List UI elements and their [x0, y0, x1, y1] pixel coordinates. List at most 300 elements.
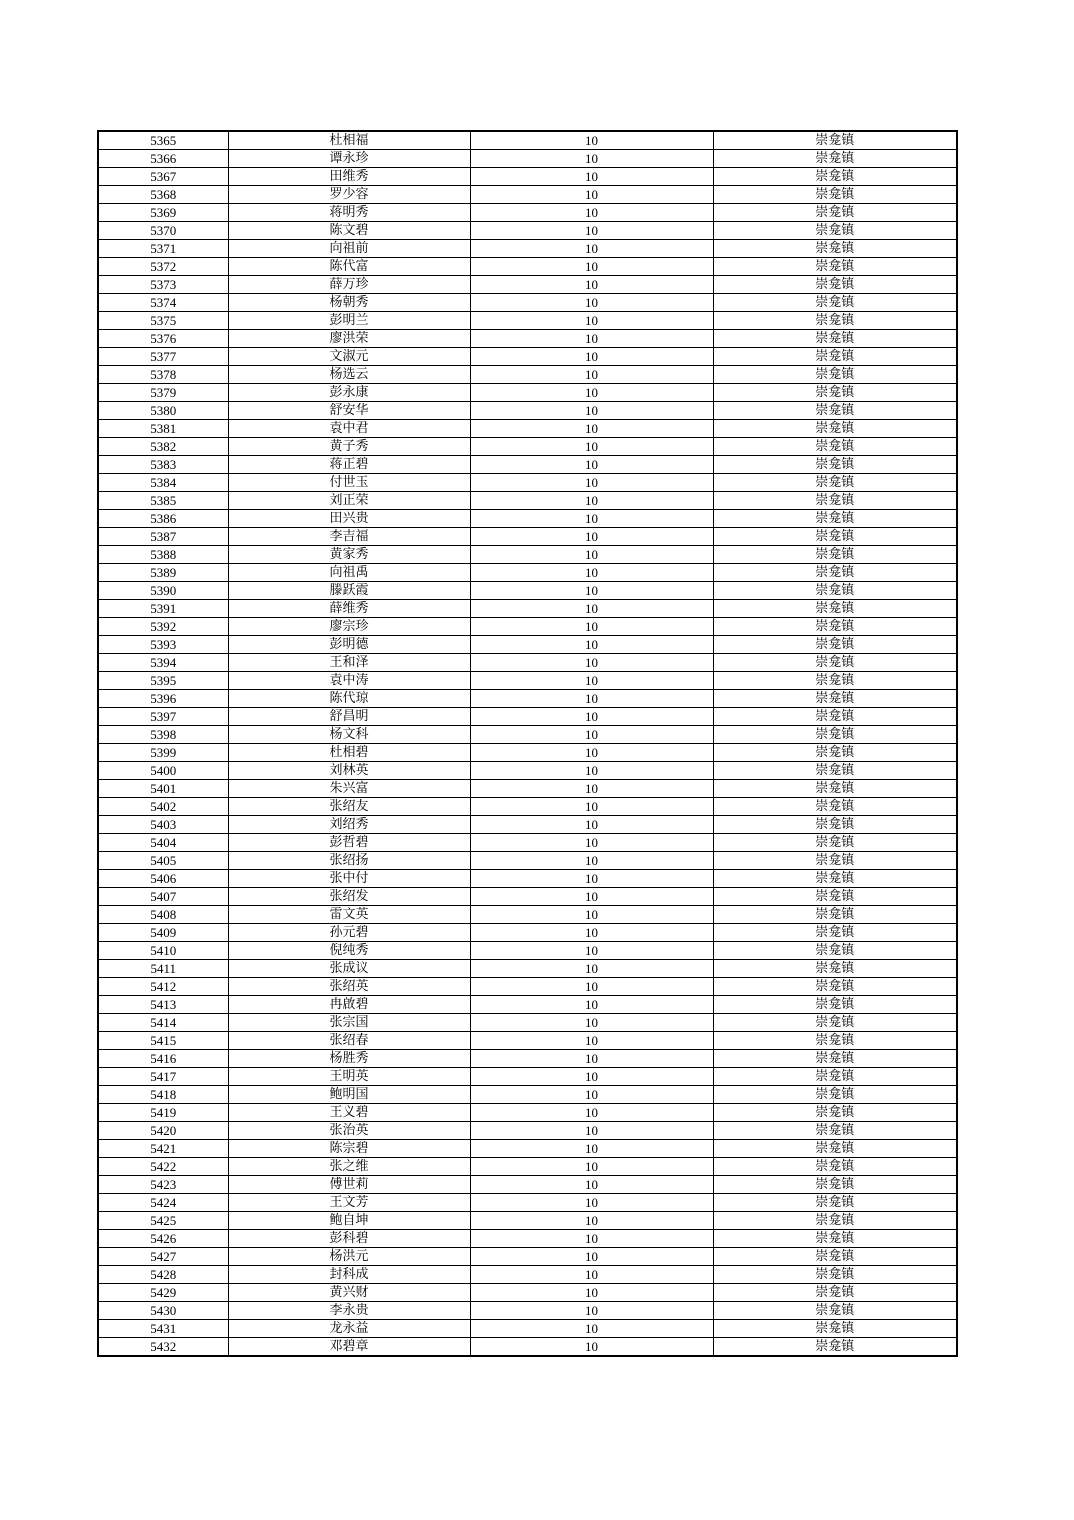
town-cell: 崇龛镇	[713, 1104, 957, 1122]
amount-cell: 10	[470, 834, 713, 852]
table-row	[98, 690, 957, 708]
town-cell: 崇龛镇	[713, 852, 957, 870]
town-cell: 崇龛镇	[713, 1050, 957, 1068]
name-cell: 杨洪元	[228, 1248, 470, 1266]
town-cell: 崇龛镇	[713, 1230, 957, 1248]
name-cell: 朱兴富	[228, 780, 470, 798]
amount-cell: 10	[470, 690, 713, 708]
name-cell: 王和泽	[228, 654, 470, 672]
table-row	[98, 1086, 957, 1104]
town-cell: 崇龛镇	[713, 1032, 957, 1050]
row-number-cell: 5380	[98, 402, 228, 420]
table-row	[98, 708, 957, 726]
town-cell: 崇龛镇	[713, 150, 957, 168]
amount-cell: 10	[470, 1014, 713, 1032]
row-number-cell: 5387	[98, 528, 228, 546]
amount-cell: 10	[470, 1050, 713, 1068]
amount-cell: 10	[470, 654, 713, 672]
row-number-cell: 5367	[98, 168, 228, 186]
amount-cell: 10	[470, 1122, 713, 1140]
town-cell: 崇龛镇	[713, 942, 957, 960]
amount-cell: 10	[470, 564, 713, 582]
town-cell: 崇龛镇	[713, 1122, 957, 1140]
town-cell: 崇龛镇	[713, 330, 957, 348]
amount-cell: 10	[470, 888, 713, 906]
town-cell: 崇龛镇	[713, 1284, 957, 1302]
town-cell: 崇龛镇	[713, 582, 957, 600]
name-cell: 张绍春	[228, 1032, 470, 1050]
amount-cell: 10	[470, 1194, 713, 1212]
name-cell: 付世玉	[228, 474, 470, 492]
amount-cell: 10	[470, 168, 713, 186]
town-cell: 崇龛镇	[713, 834, 957, 852]
row-number-cell: 5417	[98, 1068, 228, 1086]
row-number-cell: 5420	[98, 1122, 228, 1140]
roster-table	[97, 130, 958, 1357]
row-number-cell: 5386	[98, 510, 228, 528]
town-cell: 崇龛镇	[713, 744, 957, 762]
table-row	[98, 330, 957, 348]
name-cell: 龙永益	[228, 1320, 470, 1338]
row-number-cell: 5430	[98, 1302, 228, 1320]
town-cell: 崇龛镇	[713, 1176, 957, 1194]
amount-cell: 10	[470, 1158, 713, 1176]
name-cell: 冉啟碧	[228, 996, 470, 1014]
town-cell: 崇龛镇	[713, 816, 957, 834]
name-cell: 鲍明国	[228, 1086, 470, 1104]
table-row	[98, 1050, 957, 1068]
town-cell: 崇龛镇	[713, 618, 957, 636]
table-row	[98, 474, 957, 492]
row-number-cell: 5407	[98, 888, 228, 906]
table-row	[98, 906, 957, 924]
amount-cell: 10	[470, 906, 713, 924]
name-cell: 傅世莉	[228, 1176, 470, 1194]
roster-body	[98, 131, 957, 1356]
amount-cell: 10	[470, 708, 713, 726]
amount-cell: 10	[470, 1068, 713, 1086]
town-cell: 崇龛镇	[713, 1140, 957, 1158]
row-number-cell: 5383	[98, 456, 228, 474]
amount-cell: 10	[470, 384, 713, 402]
town-cell: 崇龛镇	[713, 474, 957, 492]
table-row	[98, 456, 957, 474]
amount-cell: 10	[470, 744, 713, 762]
row-number-cell: 5429	[98, 1284, 228, 1302]
row-number-cell: 5394	[98, 654, 228, 672]
row-number-cell: 5432	[98, 1338, 228, 1357]
town-cell: 崇龛镇	[713, 240, 957, 258]
name-cell: 谭永珍	[228, 150, 470, 168]
name-cell: 李永贵	[228, 1302, 470, 1320]
town-cell: 崇龛镇	[713, 420, 957, 438]
row-number-cell: 5388	[98, 546, 228, 564]
name-cell: 薛万珍	[228, 276, 470, 294]
table-row	[98, 978, 957, 996]
row-number-cell: 5404	[98, 834, 228, 852]
name-cell: 张宗国	[228, 1014, 470, 1032]
amount-cell: 10	[470, 870, 713, 888]
town-cell: 崇龛镇	[713, 1194, 957, 1212]
table-row	[98, 672, 957, 690]
town-cell: 崇龛镇	[713, 204, 957, 222]
table-row	[98, 131, 957, 150]
amount-cell: 10	[470, 1248, 713, 1266]
name-cell: 袁中君	[228, 420, 470, 438]
amount-cell: 10	[470, 474, 713, 492]
row-number-cell: 5409	[98, 924, 228, 942]
table-row	[98, 294, 957, 312]
row-number-cell: 5410	[98, 942, 228, 960]
table-row	[98, 240, 957, 258]
town-cell: 崇龛镇	[713, 978, 957, 996]
table-row	[98, 1266, 957, 1284]
name-cell: 倪纯秀	[228, 942, 470, 960]
row-number-cell: 5418	[98, 1086, 228, 1104]
name-cell: 雷文英	[228, 906, 470, 924]
row-number-cell: 5416	[98, 1050, 228, 1068]
row-number-cell: 5413	[98, 996, 228, 1014]
table-row	[98, 438, 957, 456]
name-cell: 杨胜秀	[228, 1050, 470, 1068]
amount-cell: 10	[470, 204, 713, 222]
amount-cell: 10	[470, 222, 713, 240]
amount-cell: 10	[470, 1104, 713, 1122]
row-number-cell: 5399	[98, 744, 228, 762]
row-number-cell: 5384	[98, 474, 228, 492]
amount-cell: 10	[470, 438, 713, 456]
amount-cell: 10	[470, 456, 713, 474]
town-cell: 崇龛镇	[713, 996, 957, 1014]
town-cell: 崇龛镇	[713, 1266, 957, 1284]
name-cell: 杨朝秀	[228, 294, 470, 312]
table-row	[98, 1158, 957, 1176]
amount-cell: 10	[470, 348, 713, 366]
name-cell: 杜相碧	[228, 744, 470, 762]
table-row	[98, 1014, 957, 1032]
table-row	[98, 1230, 957, 1248]
amount-cell: 10	[470, 978, 713, 996]
amount-cell: 10	[470, 924, 713, 942]
amount-cell: 10	[470, 780, 713, 798]
amount-cell: 10	[470, 131, 713, 150]
table-row	[98, 384, 957, 402]
name-cell: 杨文科	[228, 726, 470, 744]
row-number-cell: 5424	[98, 1194, 228, 1212]
name-cell: 鲍自坤	[228, 1212, 470, 1230]
table-row	[98, 348, 957, 366]
name-cell: 李吉福	[228, 528, 470, 546]
name-cell: 袁中涛	[228, 672, 470, 690]
row-number-cell: 5369	[98, 204, 228, 222]
amount-cell: 10	[470, 240, 713, 258]
row-number-cell: 5390	[98, 582, 228, 600]
amount-cell: 10	[470, 852, 713, 870]
name-cell: 舒昌明	[228, 708, 470, 726]
table-row	[98, 1212, 957, 1230]
row-number-cell: 5431	[98, 1320, 228, 1338]
row-number-cell: 5401	[98, 780, 228, 798]
row-number-cell: 5366	[98, 150, 228, 168]
amount-cell: 10	[470, 762, 713, 780]
name-cell: 张绍发	[228, 888, 470, 906]
row-number-cell: 5411	[98, 960, 228, 978]
town-cell: 崇龛镇	[713, 492, 957, 510]
town-cell: 崇龛镇	[713, 456, 957, 474]
row-number-cell: 5381	[98, 420, 228, 438]
table-row	[98, 186, 957, 204]
name-cell: 舒安华	[228, 402, 470, 420]
row-number-cell: 5392	[98, 618, 228, 636]
row-number-cell: 5382	[98, 438, 228, 456]
table-row	[98, 1104, 957, 1122]
table-row	[98, 204, 957, 222]
table-row	[98, 1122, 957, 1140]
name-cell: 蒋正碧	[228, 456, 470, 474]
name-cell: 王义碧	[228, 1104, 470, 1122]
amount-cell: 10	[470, 258, 713, 276]
table-row	[98, 312, 957, 330]
row-number-cell: 5396	[98, 690, 228, 708]
row-number-cell: 5405	[98, 852, 228, 870]
table-row	[98, 654, 957, 672]
town-cell: 崇龛镇	[713, 636, 957, 654]
row-number-cell: 5426	[98, 1230, 228, 1248]
town-cell: 崇龛镇	[713, 1212, 957, 1230]
town-cell: 崇龛镇	[713, 1302, 957, 1320]
name-cell: 廖洪荣	[228, 330, 470, 348]
amount-cell: 10	[470, 330, 713, 348]
table-row	[98, 834, 957, 852]
row-number-cell: 5421	[98, 1140, 228, 1158]
amount-cell: 10	[470, 294, 713, 312]
row-number-cell: 5376	[98, 330, 228, 348]
name-cell: 彭明兰	[228, 312, 470, 330]
table-row	[98, 1302, 957, 1320]
row-number-cell: 5393	[98, 636, 228, 654]
row-number-cell: 5403	[98, 816, 228, 834]
row-number-cell: 5378	[98, 366, 228, 384]
town-cell: 崇龛镇	[713, 564, 957, 582]
town-cell: 崇龛镇	[713, 438, 957, 456]
amount-cell: 10	[470, 600, 713, 618]
amount-cell: 10	[470, 816, 713, 834]
amount-cell: 10	[470, 798, 713, 816]
table-row	[98, 996, 957, 1014]
row-number-cell: 5365	[98, 131, 228, 150]
town-cell: 崇龛镇	[713, 348, 957, 366]
town-cell: 崇龛镇	[713, 294, 957, 312]
town-cell: 崇龛镇	[713, 1086, 957, 1104]
table-row	[98, 1140, 957, 1158]
row-number-cell: 5414	[98, 1014, 228, 1032]
row-number-cell: 5370	[98, 222, 228, 240]
name-cell: 张治英	[228, 1122, 470, 1140]
town-cell: 崇龛镇	[713, 690, 957, 708]
amount-cell: 10	[470, 1320, 713, 1338]
table-row	[98, 924, 957, 942]
town-cell: 崇龛镇	[713, 222, 957, 240]
table-row	[98, 222, 957, 240]
table-row	[98, 366, 957, 384]
town-cell: 崇龛镇	[713, 654, 957, 672]
amount-cell: 10	[470, 1230, 713, 1248]
amount-cell: 10	[470, 582, 713, 600]
table-row	[98, 1338, 957, 1357]
table-row	[98, 528, 957, 546]
row-number-cell: 5389	[98, 564, 228, 582]
town-cell: 崇龛镇	[713, 870, 957, 888]
row-number-cell: 5398	[98, 726, 228, 744]
name-cell: 刘正荣	[228, 492, 470, 510]
name-cell: 刘林英	[228, 762, 470, 780]
table-row	[98, 258, 957, 276]
town-cell: 崇龛镇	[713, 402, 957, 420]
table-row	[98, 276, 957, 294]
name-cell: 廖宗珍	[228, 618, 470, 636]
amount-cell: 10	[470, 726, 713, 744]
name-cell: 张绍扬	[228, 852, 470, 870]
name-cell: 张之维	[228, 1158, 470, 1176]
name-cell: 黄子秀	[228, 438, 470, 456]
name-cell: 陈代富	[228, 258, 470, 276]
amount-cell: 10	[470, 402, 713, 420]
table-row	[98, 942, 957, 960]
table-row	[98, 744, 957, 762]
amount-cell: 10	[470, 150, 713, 168]
town-cell: 崇龛镇	[713, 798, 957, 816]
amount-cell: 10	[470, 186, 713, 204]
row-number-cell: 5425	[98, 1212, 228, 1230]
amount-cell: 10	[470, 1284, 713, 1302]
town-cell: 崇龛镇	[713, 726, 957, 744]
row-number-cell: 5419	[98, 1104, 228, 1122]
table-row	[98, 1176, 957, 1194]
amount-cell: 10	[470, 618, 713, 636]
town-cell: 崇龛镇	[713, 924, 957, 942]
town-cell: 崇龛镇	[713, 780, 957, 798]
amount-cell: 10	[470, 312, 713, 330]
town-cell: 崇龛镇	[713, 762, 957, 780]
table-row	[98, 1194, 957, 1212]
amount-cell: 10	[470, 492, 713, 510]
amount-cell: 10	[470, 1140, 713, 1158]
row-number-cell: 5375	[98, 312, 228, 330]
town-cell: 崇龛镇	[713, 312, 957, 330]
table-row	[98, 726, 957, 744]
row-number-cell: 5397	[98, 708, 228, 726]
amount-cell: 10	[470, 1086, 713, 1104]
town-cell: 崇龛镇	[713, 528, 957, 546]
town-cell: 崇龛镇	[713, 1320, 957, 1338]
town-cell: 崇龛镇	[713, 1248, 957, 1266]
town-cell: 崇龛镇	[713, 906, 957, 924]
name-cell: 张中付	[228, 870, 470, 888]
name-cell: 薛维秀	[228, 600, 470, 618]
row-number-cell: 5415	[98, 1032, 228, 1050]
name-cell: 孙元碧	[228, 924, 470, 942]
name-cell: 向祖前	[228, 240, 470, 258]
amount-cell: 10	[470, 510, 713, 528]
amount-cell: 10	[470, 1212, 713, 1230]
table-row	[98, 168, 957, 186]
row-number-cell: 5374	[98, 294, 228, 312]
table-row	[98, 420, 957, 438]
row-number-cell: 5402	[98, 798, 228, 816]
row-number-cell: 5406	[98, 870, 228, 888]
name-cell: 蒋明秀	[228, 204, 470, 222]
town-cell: 崇龛镇	[713, 960, 957, 978]
town-cell: 崇龛镇	[713, 168, 957, 186]
table-row	[98, 1284, 957, 1302]
name-cell: 封科成	[228, 1266, 470, 1284]
town-cell: 崇龛镇	[713, 708, 957, 726]
town-cell: 崇龛镇	[713, 1338, 957, 1357]
amount-cell: 10	[470, 942, 713, 960]
table-row	[98, 762, 957, 780]
amount-cell: 10	[470, 636, 713, 654]
name-cell: 彭永康	[228, 384, 470, 402]
row-number-cell: 5368	[98, 186, 228, 204]
amount-cell: 10	[470, 528, 713, 546]
row-number-cell: 5377	[98, 348, 228, 366]
table-row	[98, 888, 957, 906]
name-cell: 陈宗碧	[228, 1140, 470, 1158]
table-row	[98, 402, 957, 420]
amount-cell: 10	[470, 1338, 713, 1357]
table-row	[98, 960, 957, 978]
row-number-cell: 5371	[98, 240, 228, 258]
table-row	[98, 510, 957, 528]
name-cell: 陈文碧	[228, 222, 470, 240]
row-number-cell: 5423	[98, 1176, 228, 1194]
row-number-cell: 5400	[98, 762, 228, 780]
table-row	[98, 852, 957, 870]
row-number-cell: 5427	[98, 1248, 228, 1266]
town-cell: 崇龛镇	[713, 1014, 957, 1032]
table-row	[98, 1248, 957, 1266]
table-row	[98, 798, 957, 816]
table-row	[98, 1068, 957, 1086]
row-number-cell: 5408	[98, 906, 228, 924]
town-cell: 崇龛镇	[713, 366, 957, 384]
town-cell: 崇龛镇	[713, 1158, 957, 1176]
table-row	[98, 636, 957, 654]
name-cell: 陈代琼	[228, 690, 470, 708]
amount-cell: 10	[470, 960, 713, 978]
table-row	[98, 600, 957, 618]
name-cell: 田兴贵	[228, 510, 470, 528]
town-cell: 崇龛镇	[713, 384, 957, 402]
name-cell: 王文芳	[228, 1194, 470, 1212]
amount-cell: 10	[470, 420, 713, 438]
name-cell: 彭科碧	[228, 1230, 470, 1248]
table-row	[98, 618, 957, 636]
name-cell: 王明英	[228, 1068, 470, 1086]
name-cell: 邓碧章	[228, 1338, 470, 1357]
town-cell: 崇龛镇	[713, 888, 957, 906]
row-number-cell: 5379	[98, 384, 228, 402]
table-row	[98, 150, 957, 168]
amount-cell: 10	[470, 672, 713, 690]
name-cell: 张绍英	[228, 978, 470, 996]
name-cell: 黄兴财	[228, 1284, 470, 1302]
name-cell: 彭明德	[228, 636, 470, 654]
row-number-cell: 5395	[98, 672, 228, 690]
table-row	[98, 546, 957, 564]
amount-cell: 10	[470, 1266, 713, 1284]
row-number-cell: 5422	[98, 1158, 228, 1176]
